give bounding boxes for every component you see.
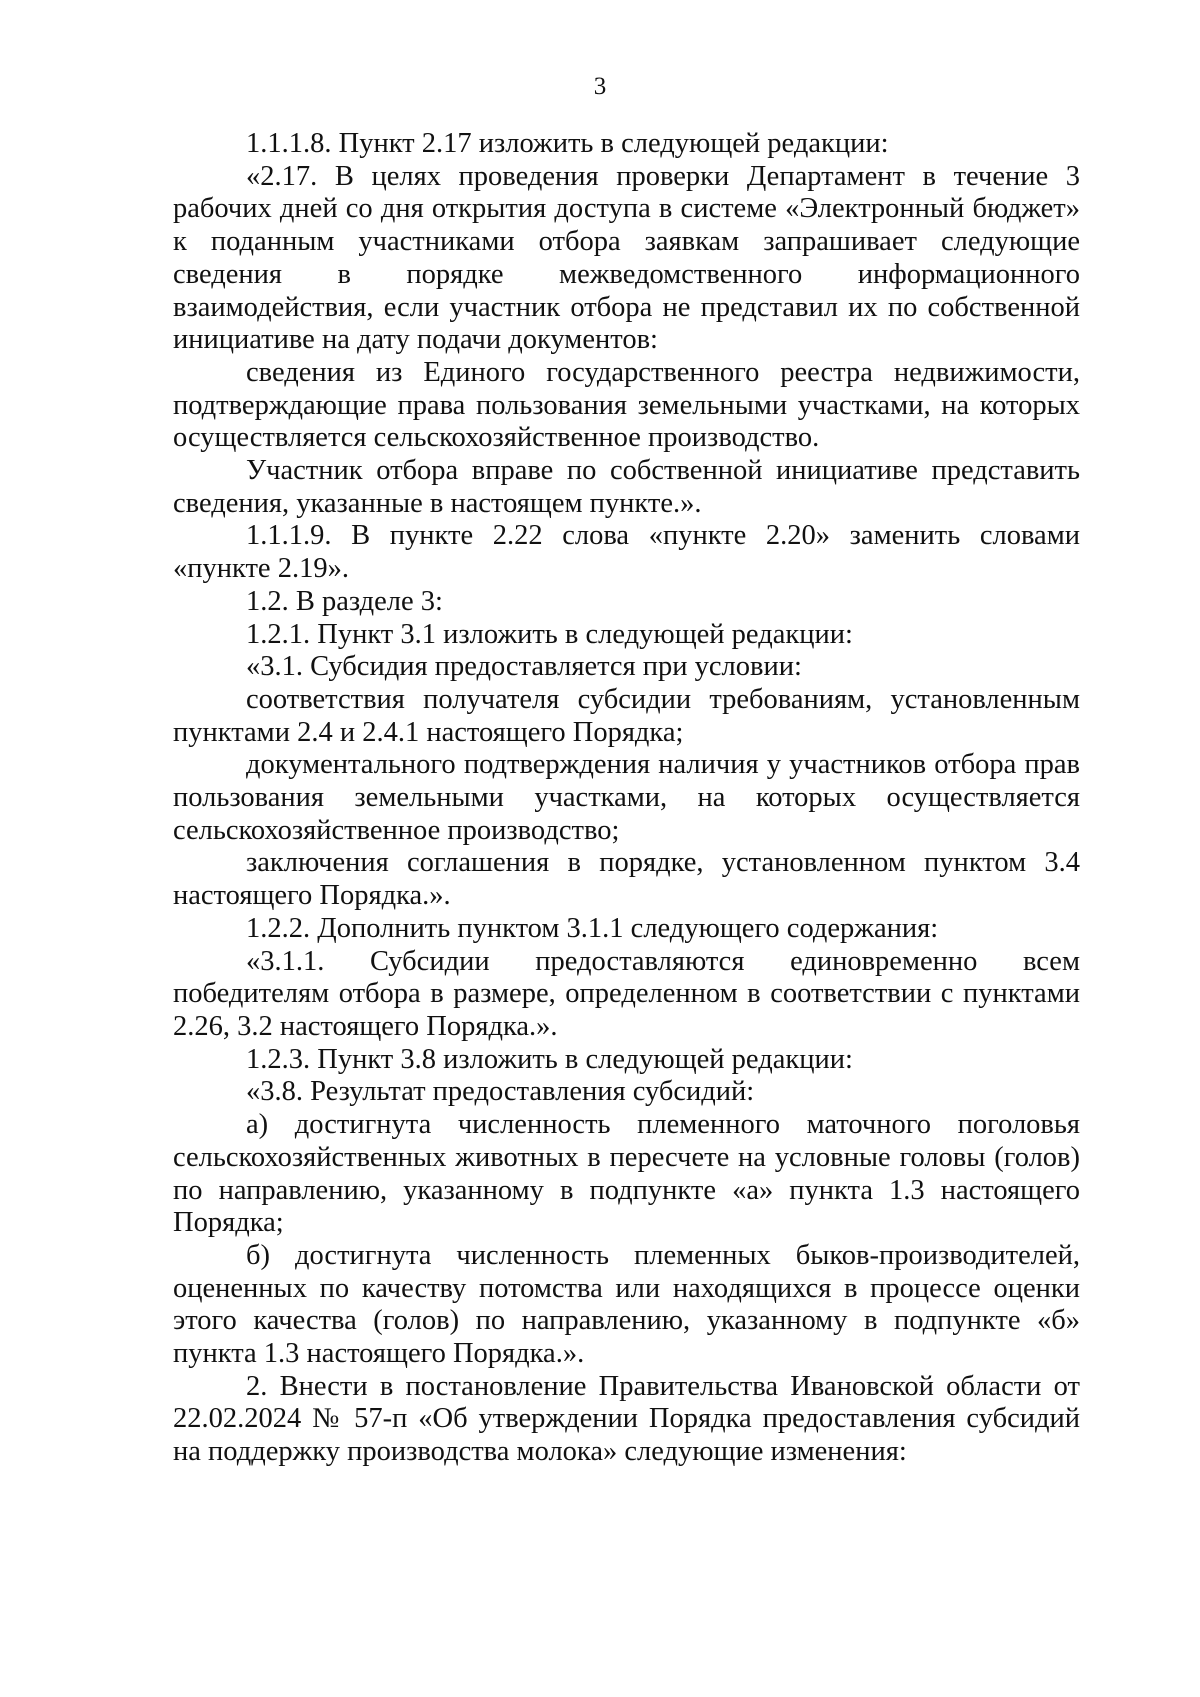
paragraph: заключения соглашения в порядке, установленном пунктом 3.4 настоящего Порядка.».: [173, 847, 1080, 912]
paragraph: «3.8. Результат предоставления субсидий:: [246, 1076, 755, 1108]
page-number: 3: [593, 73, 607, 100]
paragraph: «3.1.1. Субсидии предоставляются единовременно всем победителям отбора в размере, определенном в соответствии с пунктами 2.26, 3.2 настоящего Порядка.».: [173, 945, 1080, 1042]
paragraph: 1.2.3. Пункт 3.8 изложить в следующей редакции:: [246, 1043, 853, 1075]
paragraph: 1.2. В разделе 3:: [246, 585, 443, 617]
paragraph: 1.2.2. Дополнить пунктом 3.1.1 следующего содержания:: [246, 912, 939, 944]
paragraph: «3.1. Субсидия предоставляется при условии:: [246, 651, 802, 683]
paragraph: соответствия получателя субсидии требованиям, установленным пунктами 2.4 и 2.4.1 настоящего Порядка;: [173, 683, 1080, 748]
paragraph: 1.1.1.9. В пункте 2.22 слова «пункте 2.20» заменить словами «пункте 2.19».: [173, 520, 1080, 585]
paragraph: 1.2.1. Пункт 3.1 изложить в следующей редакции:: [246, 618, 853, 650]
paragraph: сведения из Единого государственного реестра недвижимости, подтверждающие права пользования земельными участками, на которых осуществляется сельскохозяйственное производство.: [173, 356, 1080, 454]
paragraph: а) достигнута численность племенного маточного поголовья сельскохозяйственных животных в пересчете на условные головы (голов) по направлению, указанному в подпункте «а» пункта 1.3 настоящего Порядка;: [173, 1109, 1080, 1239]
paragraph: 2. Внести в постановление Правительства Ивановской области от 22.02.2024 № 57-п «Об утверждении Порядка предоставления субсидий на поддержку производства молока» следующие изменения:: [173, 1370, 1080, 1468]
paragraph: документального подтверждения наличия у участников отбора прав пользования земельными участками, на которых осуществляется сельскохозяйственное производство;: [173, 749, 1080, 846]
paragraph: б) достигнута численность племенных быков-производителей, оцененных по качеству потомства или находящихся в процессе оценки этого качества (голов) по направлению, указанному в подпункте «б» пункта 1.3 настоящего Порядка.».: [173, 1239, 1080, 1370]
paragraph: Участник отбора вправе по собственной инициативе представить сведения, указанные в настоящем пункте.».: [173, 455, 1080, 519]
paragraph: «2.17. В целях проведения проверки Департамент в течение 3 рабочих дней со дня открытия доступа в системе «Электронный бюджет» к поданным участниками отбора заявкам запрашивает следующие сведения в порядке межведомственного информационного взаимодействия, если участник отбора не представил их по собственной инициативе на дату подачи документов:: [173, 160, 1080, 356]
paragraph: 1.1.1.8. Пункт 2.17 изложить в следующей редакции:: [246, 128, 889, 159]
document-body: [173, 128, 1080, 1469]
